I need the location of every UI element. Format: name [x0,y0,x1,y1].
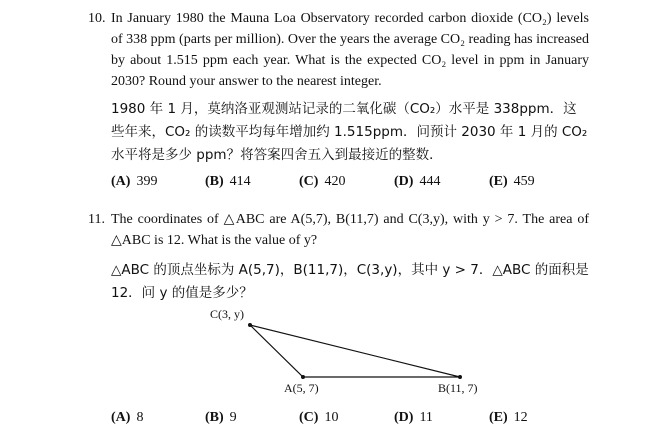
choice-d [394,174,440,190]
choice-a [111,410,143,426]
choice-value: 459 [513,174,535,189]
choice-label: (B) [205,174,224,189]
choice-e [489,174,535,190]
choice-label: (C) [299,410,319,425]
label-a: A(5, 7) [284,381,319,395]
label-c: C(3, y) [210,307,244,321]
choice-value: 399 [136,174,158,189]
choice-label: (C) [299,174,319,189]
triangle-abc [250,325,460,377]
choice-value: 414 [229,174,251,189]
choice-value: 9 [229,410,237,425]
choice-label: (D) [394,410,414,425]
choice-value: 8 [136,410,144,425]
answer-choices [111,410,591,430]
choice-label: (D) [394,174,414,189]
choice-label: (A) [111,410,131,425]
choice-e [489,410,528,426]
vertex-b [458,375,462,379]
choice-c [299,410,338,426]
choice-label: (A) [111,174,131,189]
triangle-figure [200,300,500,400]
problem-statement-english: The coordinates of △ABC are A(5,7), B(11,7) and C(3,y), with y > 7. The area of △ABC is 12. What is the value of y? [111,212,589,248]
problem-statement-english: In January 1980 the Mauna Loa Observatory recorded carbon dioxide (CO₂) levels of 338 ppm (parts per million). Over the years the average CO₂ reading has increased by about 1.515 ppm each year. What is the expected CO₂ level in ppm in January 2030? Round your answer to the nearest integer. [111,11,589,89]
choice-b [205,410,237,426]
choice-value: 10 [324,410,339,425]
vertex-a [301,375,305,379]
choice-b [205,174,251,190]
choice-label: (E) [489,410,508,425]
vertex-c [248,323,252,327]
choice-value: 12 [513,410,528,425]
choice-d [394,410,433,426]
label-b: B(11, 7) [438,381,478,395]
problem-statement-chinese: 1980 年 1 月，莫纳洛亚观测站记录的二氧化碳（CO₂）水平是 338ppm．这些年来，CO₂ 的读数平均每年增加约 1.515ppm．问预计 2030 年 1 月的 CO₂ 水平将是多少 ppm？将答案四舍五入到最接近的整数． [111,101,588,163]
answer-choices [111,174,591,194]
problem-number: 11. [88,212,105,227]
choice-label: (E) [489,174,508,189]
choice-a [111,174,157,190]
choice-value: 420 [324,174,346,189]
choice-label: (B) [205,410,224,425]
choice-value: 444 [419,174,441,189]
choice-c [299,174,345,190]
choice-value: 11 [419,410,433,425]
problem-number: 10. [88,11,106,26]
problem-statement-chinese: △ABC 的顶点坐标为 A(5,7)，B(11,7)，C(3,y)，其中 y > 7．△ABC 的面积是 12．问 y 的值是多少？ [111,262,589,301]
